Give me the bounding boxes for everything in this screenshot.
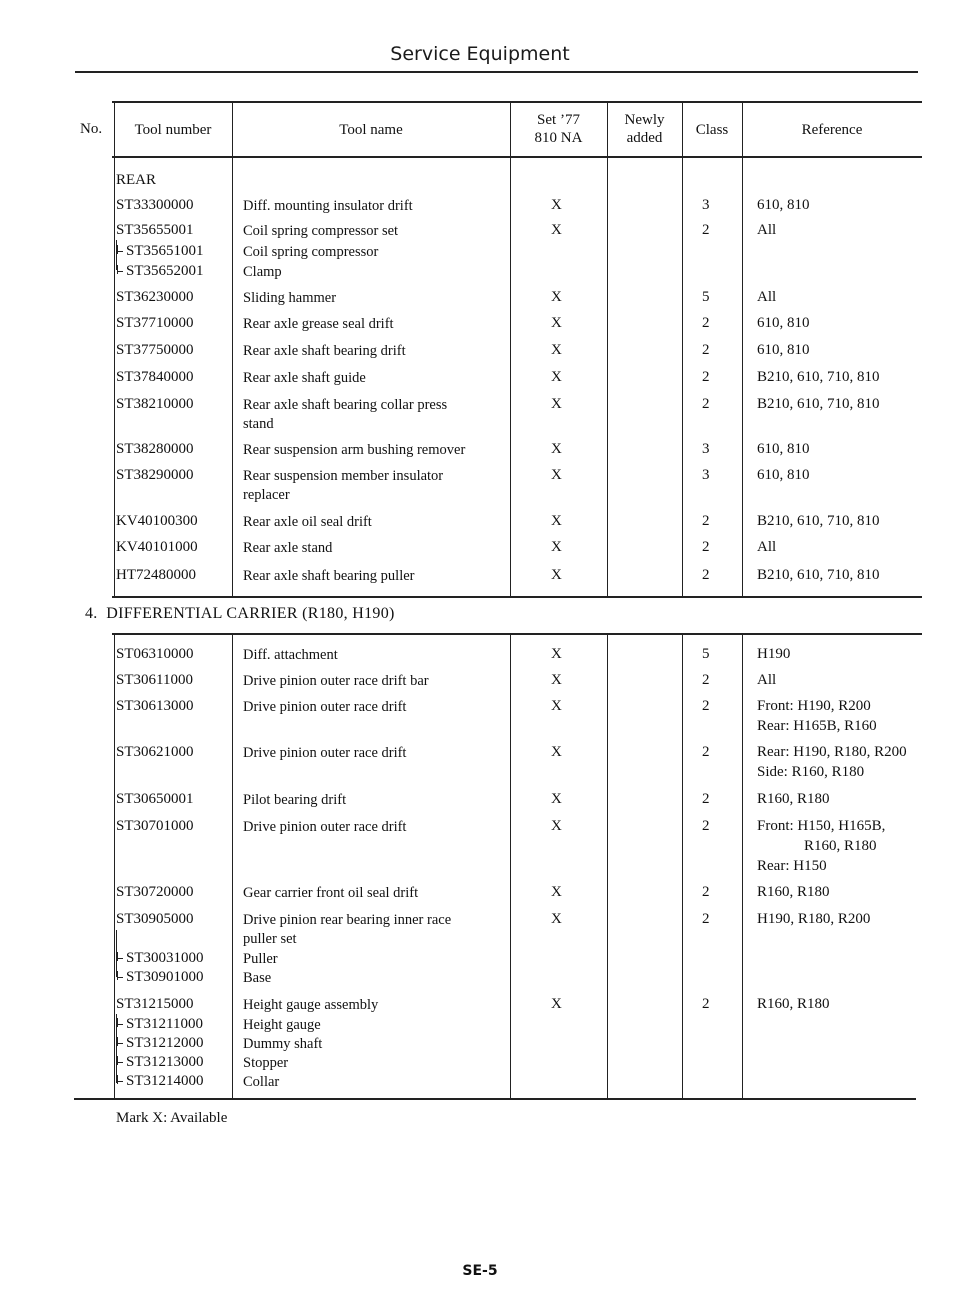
set-mark: X [551,197,562,213]
reference: B210, 610, 710, 810 [757,567,880,583]
class-value: 5 [702,646,710,662]
set-mark: X [551,672,562,688]
tool-number: KV40100300 [116,513,198,529]
col-divider [682,633,683,1099]
table-bottom-rule [74,1098,916,1100]
set-mark: X [551,441,562,457]
tool-name-cont: stand [243,416,274,432]
tool-number: ST30650001 [116,791,194,807]
col-divider [510,633,511,1099]
set-mark: X [551,396,562,412]
tool-name: Collar [243,1074,280,1090]
top-rule [75,71,918,73]
header-no: No. [80,121,103,137]
table-top-rule [112,633,922,635]
class-value: 2 [702,396,710,412]
header-reference: Reference [801,122,863,138]
set-mark: X [551,744,562,760]
reference: B210, 610, 710, 810 [757,369,880,385]
tool-name: Rear axle shaft bearing drift [243,343,406,359]
tool-name: Rear axle shaft guide [243,370,366,386]
set-mark: X [551,567,562,583]
tool-number: ST38210000 [116,396,194,412]
class-value: 2 [702,698,710,714]
header-newly-line1: Newly [624,112,665,128]
tool-number: ST36230000 [116,289,194,305]
tool-number: ST38280000 [116,441,194,457]
section-title-text: DIFFERENTIAL CARRIER (R180, H190) [106,605,395,622]
header-tool-name: Tool name [339,122,403,138]
header-set [510,111,607,147]
tool-name-cont: replacer [243,487,290,503]
col-divider [607,633,608,1099]
reference: R160, R180 [757,884,830,900]
tool-name: Diff. mounting insulator drift [243,198,413,214]
tool-name: Gear carrier front oil seal drift [243,885,419,901]
tool-name: Drive pinion outer race drift [243,745,407,761]
header-set-line1: Set ’77 [537,112,580,128]
tool-number: ST30611000 [116,672,193,688]
class-value: 3 [702,197,710,213]
class-value: 2 [702,818,710,834]
reference-cont: Rear: H165B, R160 [757,718,877,734]
reference: 610, 810 [757,197,810,213]
reference: B210, 610, 710, 810 [757,396,880,412]
reference: B210, 610, 710, 810 [757,513,880,529]
set-mark: X [551,539,562,555]
reference: R160, R180 [757,791,830,807]
tool-number: ST30720000 [116,884,194,900]
set-mark: X [551,513,562,529]
section-heading [85,605,395,623]
reference: 610, 810 [757,315,810,331]
tool-number: ST30621000 [116,744,194,760]
reference-cont: Rear: H150 [757,858,827,874]
header-set-line2: 810 NA [534,130,583,146]
tool-number: ST38290000 [116,467,194,483]
tool-name: Drive pinion outer race drift [243,699,407,715]
set-mark: X [551,791,562,807]
tool-name: Rear axle stand [243,540,333,556]
tool-number-sub: ST31214000 [116,1072,204,1091]
tool-number-sub: ST35652001 [116,262,204,281]
header-class: Class [695,122,729,138]
tool-name: Rear axle oil seal drift [243,514,372,530]
tool-name: Rear axle grease seal drift [243,316,394,332]
reference: All [757,289,777,305]
tool-name-cont: puller set [243,931,297,947]
reference: All [757,222,777,238]
tool-number-sub: ST31212000 [116,1034,204,1053]
section-bottom-rule [112,596,922,598]
tool-name: Coil spring compressor set [243,223,399,239]
section-label-rear: REAR [116,172,157,188]
col-divider [114,633,115,1099]
tool-name: Dummy shaft [243,1036,323,1052]
set-mark: X [551,911,562,927]
col-divider [742,633,743,1099]
tool-number: ST31215000 [116,996,194,1012]
tool-number: HT72480000 [116,567,196,583]
reference: Rear: H190, R180, R200 [757,744,907,760]
tool-name: Rear axle shaft bearing puller [243,568,415,584]
reference: All [757,672,777,688]
set-mark: X [551,818,562,834]
reference: 610, 810 [757,441,810,457]
tool-name: Rear axle shaft bearing collar press [243,397,448,413]
tool-number: ST30613000 [116,698,194,714]
reference: Front: H150, H165B, [757,818,886,834]
reference-cont: Side: R160, R180 [757,764,865,780]
set-mark: X [551,222,562,238]
tool-name: Drive pinion rear bearing inner race [243,912,452,928]
set-mark: X [551,698,562,714]
section-number: 4. [85,605,98,622]
tool-name: Clamp [243,264,282,280]
set-mark: X [551,369,562,385]
page-number: SE-5 [462,1263,498,1279]
class-value: 2 [702,567,710,583]
tool-name: Stopper [243,1055,289,1071]
reference: 610, 810 [757,467,810,483]
tool-number: ST33300000 [116,197,194,213]
class-value: 3 [702,467,710,483]
tool-number: ST37750000 [116,342,194,358]
set-mark: X [551,646,562,662]
col-divider [682,101,683,597]
tool-number: KV40101000 [116,539,198,555]
class-value: 3 [702,441,710,457]
reference: Front: H190, R200 [757,698,871,714]
header-newly [607,111,682,147]
tool-number: ST37710000 [116,315,194,331]
class-value: 2 [702,884,710,900]
reference-cont: R160, R180 [804,838,877,854]
tool-name: Sliding hammer [243,290,337,306]
class-value: 2 [702,539,710,555]
reference: H190 [757,646,791,662]
col-divider [114,101,115,597]
col-divider [607,101,608,597]
class-value: 2 [702,996,710,1012]
set-mark: X [551,342,562,358]
col-divider [742,101,743,597]
header-newly-line2: added [626,130,663,146]
set-mark: X [551,467,562,483]
tool-number-sub: ST31211000 [116,1015,203,1034]
tool-number-sub: ST35651001 [116,242,204,261]
reference: All [757,539,777,555]
col-divider [232,633,233,1099]
tool-name: Rear suspension arm bushing remover [243,442,466,458]
tool-name: Height gauge assembly [243,997,379,1013]
class-value: 2 [702,513,710,529]
tool-name: Height gauge [243,1017,321,1033]
reference: H190, R180, R200 [757,911,871,927]
set-mark: X [551,996,562,1012]
class-value: 2 [702,791,710,807]
header-bottom-rule [112,156,922,158]
set-mark: X [551,884,562,900]
tool-name: Rear suspension member insulator [243,468,444,484]
tool-number: ST35655001 [116,222,194,238]
tool-number-sub: ST30901000 [116,968,204,987]
page-title: Service Equipment [390,43,570,65]
tool-name: Base [243,970,272,986]
tool-number: ST30905000 [116,911,194,927]
tool-name: Pilot bearing drift [243,792,347,808]
tool-name: Puller [243,951,278,967]
class-value: 2 [702,342,710,358]
class-value: 2 [702,911,710,927]
header-tool-number: Tool number [134,122,212,138]
class-value: 2 [702,744,710,760]
class-value: 5 [702,289,710,305]
tool-number-sub: ST31213000 [116,1053,204,1072]
table-top-rule [112,101,922,103]
class-value: 2 [702,672,710,688]
tool-name: Diff. attachment [243,647,338,663]
tool-number: ST30701000 [116,818,194,834]
tool-name: Coil spring compressor [243,244,379,260]
col-divider [510,101,511,597]
class-value: 2 [702,315,710,331]
reference: 610, 810 [757,342,810,358]
tool-name: Drive pinion outer race drift [243,819,407,835]
reference: R160, R180 [757,996,830,1012]
col-divider [232,101,233,597]
tool-number: ST37840000 [116,369,194,385]
class-value: 2 [702,222,710,238]
set-mark: X [551,289,562,305]
class-value: 2 [702,369,710,385]
footnote: Mark X: Available [116,1110,228,1126]
tool-number-sub: ST30031000 [116,949,204,968]
tool-name: Drive pinion outer race drift bar [243,673,429,689]
set-mark: X [551,315,562,331]
tool-number: ST06310000 [116,646,194,662]
